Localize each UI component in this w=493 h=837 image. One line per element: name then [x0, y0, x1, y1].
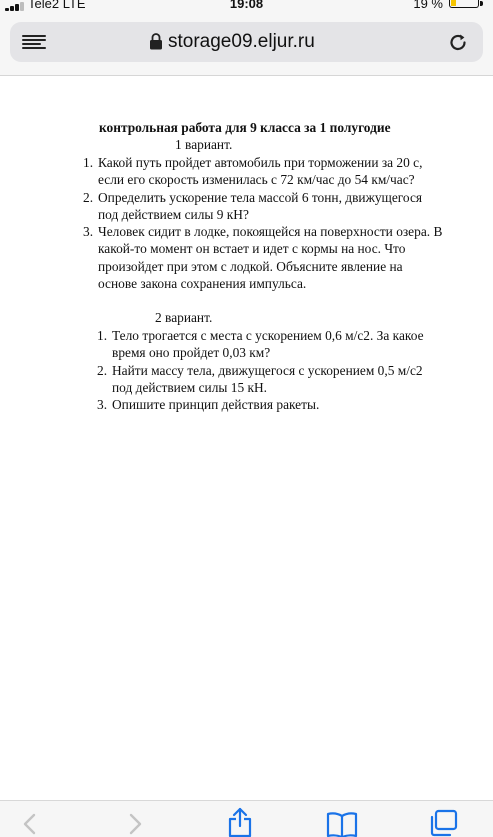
- share-icon[interactable]: [227, 807, 253, 837]
- lock-icon: [149, 33, 163, 50]
- document-title: контрольная работа для 9 класса за 1 полугодие: [99, 120, 391, 135]
- question-number: 2.: [97, 362, 108, 378]
- battery-nub: [480, 1, 483, 6]
- question-text: Какой путь пройдет автомобиль при торможении за 20 с, если его скорость изменилась с 72 км/час до 54 км/час?: [98, 155, 423, 188]
- variant-1-questions: [83, 154, 443, 292]
- variant-1-heading: 1 вариант.: [175, 137, 233, 152]
- question-item: [97, 396, 443, 413]
- back-chevron-icon[interactable]: [22, 813, 36, 835]
- reader-view-icon[interactable]: [22, 34, 46, 50]
- bookmarks-icon[interactable]: [326, 811, 358, 837]
- question-text: Найти массу тела, движущегося с ускорением 0,5 м/с2 под действием силы 15 кН.: [112, 362, 423, 395]
- question-item: [97, 327, 443, 362]
- question-number: 1.: [97, 328, 108, 343]
- question-number: 1.: [83, 155, 94, 170]
- question-number: 3.: [97, 397, 108, 413]
- question-number: 2.: [83, 189, 94, 205]
- question-text: Опишите принцип действия ракеты.: [112, 397, 320, 413]
- question-text: Определить ускорение тела массой 6 тонн, движущегося под действием силы 9 кН?: [98, 189, 423, 222]
- variant-2-heading: 2 вариант.: [155, 310, 213, 325]
- reload-icon[interactable]: [448, 32, 468, 52]
- question-item: [83, 189, 443, 224]
- question-item: [83, 154, 443, 189]
- battery-percent: 19 %: [413, 0, 443, 11]
- question-item: [83, 223, 443, 292]
- variant-2-questions: [97, 327, 443, 413]
- battery-icon: [449, 0, 479, 8]
- question-number: 3.: [83, 224, 94, 240]
- forward-chevron-icon[interactable]: [129, 813, 143, 835]
- question-text: Тело трогается с места с ускорением 0,6 м/с2. За какое время оно пройдет 0,03 км?: [112, 328, 424, 361]
- question-text: Человек сидит в лодке, покоящейся на поверхности озера. В какой-то момент он встает и идет с кормы на нос. Что произойдет при этом с лодкой. Объясните явление на основе закона сохранения импульса.: [98, 224, 443, 292]
- carrier-label: Tele2 LTE: [28, 0, 86, 11]
- question-item: [97, 362, 443, 397]
- tabs-icon[interactable]: [428, 809, 458, 837]
- url-text[interactable]: storage09.eljur.ru: [168, 31, 315, 52]
- clock: 19:08: [229, 0, 264, 11]
- address-bar[interactable]: [10, 22, 483, 62]
- status-bar: [0, 0, 493, 14]
- browser-top-bar: [0, 0, 493, 76]
- browser-bottom-toolbar: [0, 800, 493, 837]
